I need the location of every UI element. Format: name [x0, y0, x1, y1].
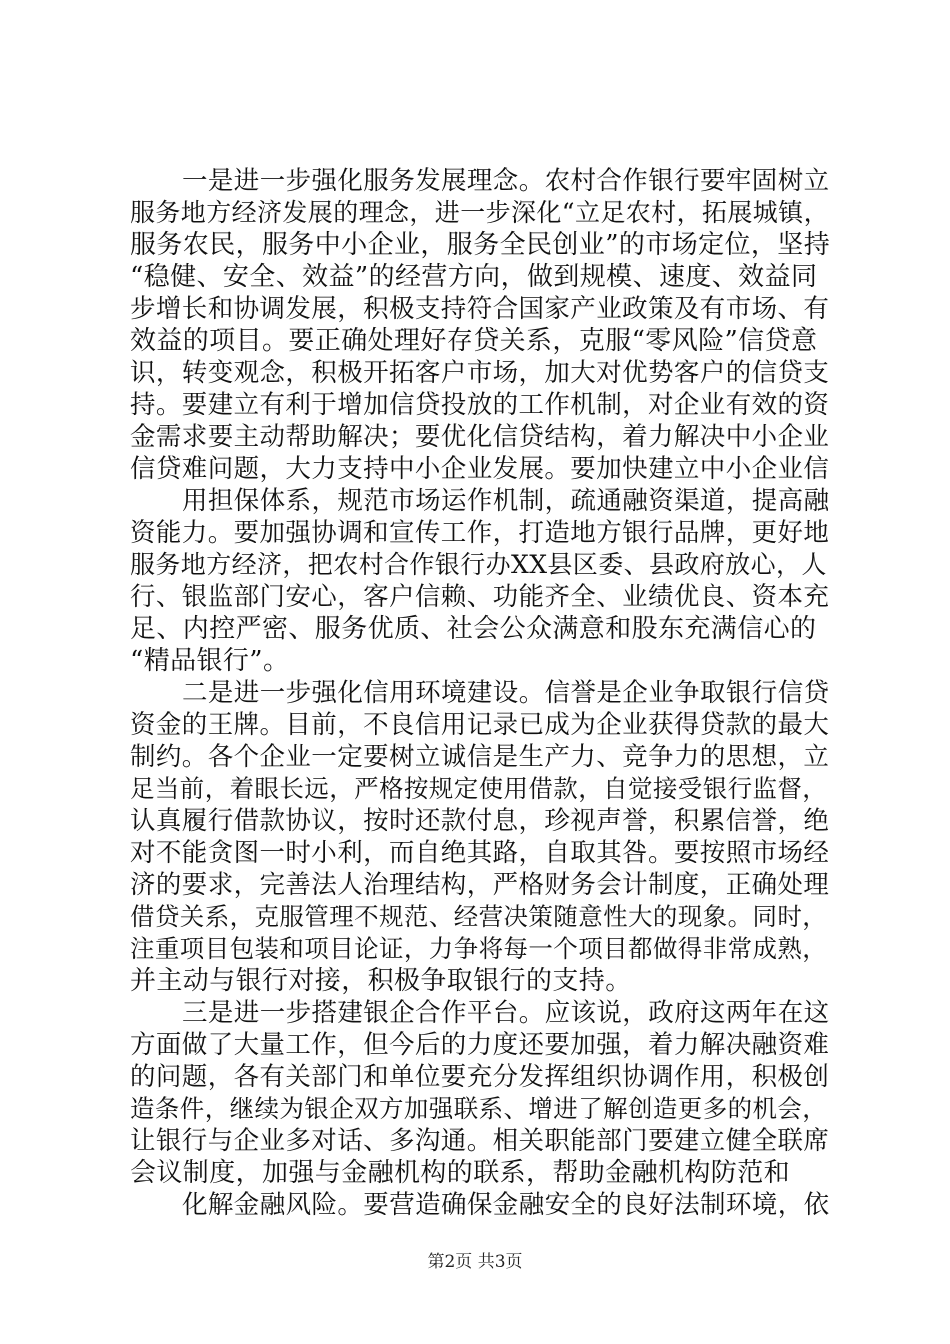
paragraph-2-line-3: 服务地方经济，把农村合作银行办XX县区委、县政府放心，人	[130, 550, 827, 579]
paragraph-2-line-5: 足、内控严密、服务优质、社会公众满意和股东充满信心的	[130, 614, 817, 644]
paragraph-4-line-4: 造条件，继续为银企双方加强联系、增进了解创造更多的机会，	[130, 1094, 828, 1123]
paragraph-1-line-6: 效益的项目。要正确处理好存贷关系，克服“零风险”信贷意	[130, 326, 818, 356]
paragraph-4-line-3: 的问题，各有关部门和单位要充分发挥组织协调作用，积极创	[130, 1062, 830, 1092]
paragraph-1-line-10: 信贷难问题，大力支持中小企业发展。要加快建立中小企业信	[130, 454, 830, 484]
paragraph-1-line-8: 持。要建立有利于增加信贷投放的工作机制，对企业有效的资	[130, 390, 830, 420]
paragraph-3-line-10: 并主动与银行对接，积极争取银行的支持。	[130, 966, 632, 996]
paragraph-3-line-2: 资金的王牌。目前，不良信用记录已成为企业获得贷款的最大	[130, 710, 830, 740]
paragraph-3-line-9: 注重项目包装和项目论证，力争将每一个项目都做得非常成熟，	[130, 934, 828, 963]
paragraph-3-line-6: 对不能贪图一时小利，而自绝其路，自取其咎。要按照市场经	[130, 838, 830, 868]
paragraph-3-line-3: 制约。各个企业一定要树立诚信是生产力、竞争力的思想，立	[130, 742, 830, 772]
paragraph-2-line-4: 行、银监部门安心，客户信赖、功能齐全、业绩优良、资本充	[130, 582, 830, 612]
paragraph-2-line-6: “精品银行”。	[130, 646, 290, 676]
paragraph-1-line-5: 步增长和协调发展，积极支持符合国家产业政策及有市场、有	[130, 294, 830, 324]
paragraph-3-line-7: 济的要求，完善法人治理结构，严格财务会计制度，正确处理	[130, 870, 830, 900]
paragraph-2-line-1: 用担保体系，规范市场运作机制，疏通融资渠道，提高融	[182, 486, 830, 516]
document-body	[130, 165, 830, 1221]
paragraph-1-line-3: 服务农民，服务中小企业，服务全民创业”的市场定位，坚持	[130, 230, 831, 260]
paragraph-5-line-1: 化解金融风险。要营造确保金融安全的良好法制环境，依	[182, 1190, 830, 1220]
paragraph-4-line-5: 让银行与企业多对话、多沟通。相关职能部门要建立健全联席	[130, 1126, 830, 1156]
page-footer: 第2页 共3页	[427, 1252, 523, 1272]
paragraph-4-line-2: 方面做了大量工作，但今后的力度还要加强，着力解决融资难	[130, 1030, 830, 1060]
paragraph-3-line-5: 认真履行借款协议，按时还款付息，珍视声誉，积累信誉，绝	[130, 806, 830, 836]
paragraph-1-line-4: “稳健、安全、效益”的经营方向，做到规模、速度、效益同	[130, 262, 818, 292]
paragraph-1-line-1: 一是进一步强化服务发展理念。农村合作银行要牢固树立	[182, 166, 830, 196]
paragraph-3-line-8: 借贷关系，克服管理不规范、经营决策随意性大的现象。同时，	[130, 902, 828, 931]
paragraph-4-line-6: 会议制度，加强与金融机构的联系，帮助金融机构防范和	[130, 1158, 791, 1188]
paragraph-3-line-4: 足当前，着眼长远，严格按规定使用借款，自觉接受银行监督，	[130, 774, 828, 803]
paragraph-1-line-2: 服务地方经济发展的理念，进一步深化“立足农村，拓展城镇，	[130, 198, 829, 227]
paragraph-4-line-1: 三是进一步搭建银企合作平台。应该说，政府这两年在这	[182, 998, 830, 1028]
paragraph-1-line-7: 识，转变观念，积极开拓客户市场，加大对优势客户的信贷支	[130, 358, 830, 388]
paragraph-3-line-1: 二是进一步强化信用环境建设。信誉是企业争取银行信贷	[182, 678, 830, 708]
paragraph-2-line-2: 资能力。要加强协调和宣传工作，打造地方银行品牌，更好地	[130, 518, 830, 548]
paragraph-1-line-9: 金需求要主动帮助解决；要优化信贷结构，着力解决中小企业	[130, 422, 830, 452]
